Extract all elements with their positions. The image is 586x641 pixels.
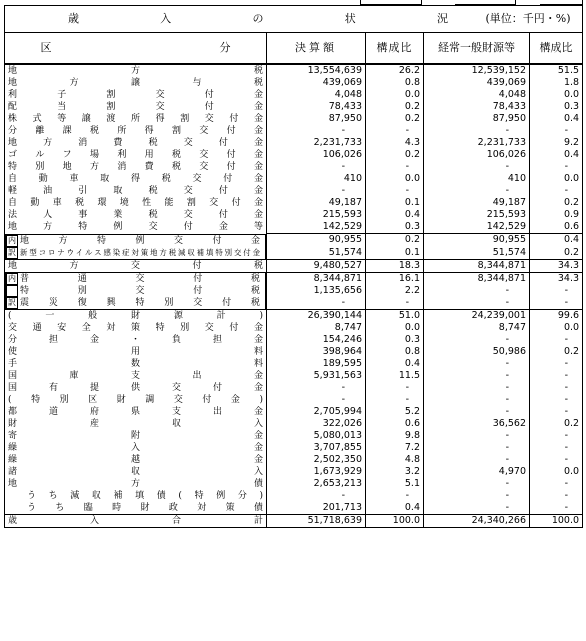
row-gratio: -	[530, 297, 583, 310]
row-gratio: 1.8	[530, 77, 583, 89]
row-amount: -	[267, 490, 366, 502]
row-general: 24,340,266	[424, 515, 530, 528]
row-gratio: -	[530, 358, 583, 370]
row-ratio: 51.0	[366, 310, 424, 323]
row-general: -	[424, 185, 530, 197]
row-gratio: 0.4	[530, 149, 583, 161]
row-ratio: 4.8	[366, 454, 424, 466]
row-amount: -	[267, 185, 366, 197]
row-amount: -	[267, 394, 366, 406]
table-row	[5, 221, 583, 234]
table-row	[5, 89, 583, 101]
table-row	[5, 137, 583, 149]
table-row	[5, 310, 583, 323]
row-general: 50,986	[424, 346, 530, 358]
row-ratio: 0.2	[366, 149, 424, 161]
row-category	[5, 234, 266, 247]
row-gratio: 34.3	[530, 259, 583, 272]
table-row	[5, 64, 583, 77]
row-category: 都道府県支出金	[5, 406, 267, 418]
table-row	[5, 272, 583, 285]
table-row	[5, 466, 583, 478]
row-ratio: -	[366, 161, 424, 173]
row-amount: -	[267, 125, 366, 137]
row-amount: 87,950	[267, 113, 366, 125]
row-category	[5, 272, 266, 285]
row-ratio: 0.6	[366, 418, 424, 430]
row-general: -	[424, 394, 530, 406]
row-ratio: 100.0	[366, 515, 424, 528]
table-row	[5, 297, 583, 310]
revenue-table	[4, 5, 583, 528]
row-category: 分離課税所得割交付金	[5, 125, 267, 137]
row-general: -	[424, 490, 530, 502]
row-category: 地方譲与税	[5, 77, 267, 89]
table-row	[5, 259, 583, 272]
breakdown-mark: 内	[8, 235, 16, 245]
row-category: 国有提供交付金	[5, 382, 267, 394]
row-amount: 2,705,994	[267, 406, 366, 418]
row-gratio: 51.5	[530, 64, 583, 77]
row-gratio: -	[530, 442, 583, 454]
row-ratio: 0.4	[366, 502, 424, 515]
table-row	[5, 490, 583, 502]
row-ratio: 16.1	[366, 272, 424, 285]
row-ratio: 18.3	[366, 259, 424, 272]
table-row	[5, 334, 583, 346]
row-amount: 26,390,144	[267, 310, 366, 323]
header-ratio: 構成比	[366, 33, 424, 65]
row-general: -	[424, 478, 530, 490]
row-gratio: 0.2	[530, 418, 583, 430]
row-general: 51,574	[424, 247, 530, 260]
row-general: 4,048	[424, 89, 530, 101]
row-amount: 5,080,013	[267, 430, 366, 442]
row-gratio: 0.2	[530, 197, 583, 209]
row-amount: 201,713	[267, 502, 366, 515]
header-general-revenue: 経常一般財源等	[424, 33, 530, 65]
row-gratio: 0.2	[530, 346, 583, 358]
row-ratio: -	[366, 394, 424, 406]
row-ratio: -	[366, 125, 424, 137]
row-gratio: -	[530, 334, 583, 346]
row-category: ゴルフ場利用税交付金	[5, 149, 267, 161]
row-gratio: -	[530, 394, 583, 406]
row-category: 繰入金	[5, 442, 267, 454]
row-category: 地方債	[5, 478, 267, 490]
row-general: -	[424, 125, 530, 137]
row-general: 8,344,871	[424, 259, 530, 272]
table-row	[5, 442, 583, 454]
row-general: -	[424, 502, 530, 515]
row-category: 法人事業税交付金	[5, 209, 267, 221]
row-category: 手数料	[5, 358, 267, 370]
row-gratio: -	[530, 406, 583, 418]
row-amount: 49,187	[267, 197, 366, 209]
row-ratio: 9.8	[366, 430, 424, 442]
row-category: 自動車税環境性能割交付金	[5, 197, 267, 209]
table-row	[5, 515, 583, 528]
row-general: 8,344,871	[424, 272, 530, 285]
row-general: 49,187	[424, 197, 530, 209]
row-category: 自動車取得税交付金	[5, 173, 267, 185]
row-general: -	[424, 358, 530, 370]
row-ratio: 5.2	[366, 406, 424, 418]
row-gratio: 0.0	[530, 173, 583, 185]
row-category: 分担金・負担金	[5, 334, 267, 346]
row-category	[5, 297, 266, 309]
row-ratio: 0.1	[366, 247, 424, 260]
row-general: 24,239,001	[424, 310, 530, 323]
row-amount: 215,593	[267, 209, 366, 221]
table-row	[5, 285, 583, 297]
row-category: 配当割交付金	[5, 101, 267, 113]
row-gratio: 0.0	[530, 322, 583, 334]
row-ratio: 0.0	[366, 322, 424, 334]
row-gratio: 9.2	[530, 137, 583, 149]
table-row	[5, 418, 583, 430]
row-category	[5, 285, 266, 297]
row-amount: -	[267, 382, 366, 394]
table-row	[5, 197, 583, 209]
row-category: (一般財源計)	[5, 310, 267, 323]
table-row	[5, 77, 583, 89]
row-amount: 398,964	[267, 346, 366, 358]
table-title-row	[5, 6, 583, 33]
table-body	[5, 64, 583, 528]
row-amount: 2,653,213	[267, 478, 366, 490]
table-row	[5, 358, 583, 370]
row-ratio: -	[366, 185, 424, 197]
row-ratio: 7.2	[366, 442, 424, 454]
row-amount: 410	[267, 173, 366, 185]
row-general: -	[424, 161, 530, 173]
row-amount: 9,480,527	[267, 259, 366, 272]
row-general: 215,593	[424, 209, 530, 221]
row-general: -	[424, 382, 530, 394]
table-row	[5, 149, 583, 161]
row-category-label: 特別交付税	[20, 286, 260, 296]
row-category: 株式等譲渡所得割交付金	[5, 113, 267, 125]
row-gratio: 100.0	[530, 515, 583, 528]
row-ratio: 0.0	[366, 89, 424, 101]
table-row	[5, 247, 583, 260]
row-general: -	[424, 454, 530, 466]
row-category: 特別地方消費税交付金	[5, 161, 267, 173]
row-amount: 78,433	[267, 101, 366, 113]
table-title-cell	[5, 6, 583, 33]
row-category: 交通安全対策特別交付金	[5, 322, 267, 334]
row-gratio: 0.6	[530, 221, 583, 234]
table-row	[5, 113, 583, 125]
row-gratio: 0.9	[530, 209, 583, 221]
breakdown-mark	[6, 285, 18, 297]
row-ratio: 0.2	[366, 234, 424, 247]
row-category-label: 普通交付税	[20, 274, 260, 284]
row-gratio: 0.3	[530, 101, 583, 113]
row-category: 使用料	[5, 346, 267, 358]
row-gratio: -	[530, 478, 583, 490]
row-amount: 154,246	[267, 334, 366, 346]
row-category: (特別区財調交付金)	[5, 394, 267, 406]
unit-label: (単位：千円・%)	[485, 12, 571, 25]
row-gratio: -	[530, 490, 583, 502]
row-gratio: -	[530, 382, 583, 394]
table-row	[5, 382, 583, 394]
row-category: 地方消費税交付金	[5, 137, 267, 149]
row-gratio: -	[530, 430, 583, 442]
row-amount: 90,955	[267, 234, 366, 247]
row-category-label: 震災復興特別交付税	[20, 298, 260, 308]
row-amount: 2,502,350	[267, 454, 366, 466]
row-category: 地方特例交付金等	[5, 221, 267, 234]
row-amount: 13,554,639	[267, 64, 366, 77]
row-general: -	[424, 285, 530, 297]
table-row	[5, 430, 583, 442]
table-row	[5, 322, 583, 334]
row-category: 諸収入	[5, 466, 267, 478]
row-gratio: -	[530, 161, 583, 173]
table-row	[5, 370, 583, 382]
row-category: 繰越金	[5, 454, 267, 466]
breakdown-mark: 訳	[8, 247, 16, 257]
row-amount: 51,574	[267, 247, 366, 260]
row-general: 439,069	[424, 77, 530, 89]
row-category: 利子割交付金	[5, 89, 267, 101]
header-amount: 決算額	[267, 33, 366, 65]
row-amount: 1,135,656	[267, 285, 366, 297]
row-amount: 8,747	[267, 322, 366, 334]
row-ratio: 5.1	[366, 478, 424, 490]
row-general: 36,562	[424, 418, 530, 430]
row-ratio: 4.3	[366, 137, 424, 149]
row-gratio: 99.6	[530, 310, 583, 323]
row-ratio: 2.2	[366, 285, 424, 297]
table-row	[5, 394, 583, 406]
table-row	[5, 454, 583, 466]
row-ratio: 3.2	[366, 466, 424, 478]
row-general: -	[424, 442, 530, 454]
header-category: 区分	[5, 33, 267, 65]
row-general: 106,026	[424, 149, 530, 161]
table-row	[5, 234, 583, 247]
table-row	[5, 209, 583, 221]
row-general: -	[424, 334, 530, 346]
row-category: 歳入合計	[5, 515, 267, 528]
row-ratio: 0.1	[366, 197, 424, 209]
row-gratio: 34.3	[530, 272, 583, 285]
row-general: 12,539,152	[424, 64, 530, 77]
row-gratio: -	[530, 285, 583, 297]
row-amount: 3,707,855	[267, 442, 366, 454]
row-ratio: 0.3	[366, 334, 424, 346]
row-category: 地方税	[5, 64, 267, 77]
row-ratio: 26.2	[366, 64, 424, 77]
table-row	[5, 346, 583, 358]
row-gratio: -	[530, 454, 583, 466]
row-general: 4,970	[424, 466, 530, 478]
table-row	[5, 478, 583, 490]
row-gratio: 0.2	[530, 247, 583, 260]
row-category: 国庫支出金	[5, 370, 267, 382]
row-ratio: -	[366, 490, 424, 502]
breakdown-mark: 内	[8, 274, 16, 283]
row-gratio: -	[530, 502, 583, 515]
row-category	[5, 247, 266, 259]
row-gratio: 0.0	[530, 89, 583, 101]
row-gratio: 0.0	[530, 466, 583, 478]
table-row	[5, 406, 583, 418]
row-general: 142,529	[424, 221, 530, 234]
row-amount: 106,026	[267, 149, 366, 161]
row-ratio: 0.2	[366, 113, 424, 125]
row-general: 78,433	[424, 101, 530, 113]
row-category: うち臨時財政対策債	[5, 502, 267, 515]
row-general: -	[424, 406, 530, 418]
row-category: 寄附金	[5, 430, 267, 442]
row-category: うち減収補填債(特例分)	[5, 490, 267, 502]
row-ratio: 0.8	[366, 77, 424, 89]
row-amount: 322,026	[267, 418, 366, 430]
row-ratio: 0.4	[366, 358, 424, 370]
row-gratio: 0.4	[530, 113, 583, 125]
row-ratio: -	[366, 382, 424, 394]
table-row	[5, 125, 583, 137]
row-ratio: -	[366, 297, 424, 310]
row-amount: 1,673,929	[267, 466, 366, 478]
row-category: 財産収入	[5, 418, 267, 430]
row-ratio: 0.8	[366, 346, 424, 358]
row-category-label: 新型コロナウイルス感染症対策地方税減収補填特別交付金	[20, 247, 260, 257]
row-category: 地方交付税	[5, 259, 267, 272]
row-amount: 8,344,871	[267, 272, 366, 285]
row-general: 2,231,733	[424, 137, 530, 149]
row-amount: 4,048	[267, 89, 366, 101]
row-general: -	[424, 297, 530, 310]
row-ratio: 0.0	[366, 173, 424, 185]
row-amount: -	[267, 161, 366, 173]
row-category-label: 地方特例交付金	[20, 235, 260, 246]
row-general: 8,747	[424, 322, 530, 334]
row-general: 90,955	[424, 234, 530, 247]
row-amount: 5,931,563	[267, 370, 366, 382]
row-general: -	[424, 370, 530, 382]
row-general: 87,950	[424, 113, 530, 125]
header-general-ratio: 構成比	[530, 33, 583, 65]
row-gratio: -	[530, 125, 583, 137]
row-category: 軽油引取税交付金	[5, 185, 267, 197]
row-gratio: 0.4	[530, 234, 583, 247]
row-general: -	[424, 430, 530, 442]
table-row	[5, 101, 583, 113]
row-amount: 2,231,733	[267, 137, 366, 149]
breakdown-mark: 訳	[8, 298, 16, 307]
row-ratio: 0.4	[366, 209, 424, 221]
row-amount: 439,069	[267, 77, 366, 89]
table-row	[5, 502, 583, 515]
row-gratio: -	[530, 185, 583, 197]
row-ratio: 0.2	[366, 101, 424, 113]
table-row	[5, 185, 583, 197]
row-ratio: 0.3	[366, 221, 424, 234]
row-gratio: -	[530, 370, 583, 382]
table-row	[5, 173, 583, 185]
row-ratio: 11.5	[366, 370, 424, 382]
row-amount: 142,529	[267, 221, 366, 234]
table-title: 歳入の状況	[68, 12, 448, 25]
row-amount: 51,718,639	[267, 515, 366, 528]
row-amount: 189,595	[267, 358, 366, 370]
table-header-row	[5, 33, 583, 65]
row-amount: -	[267, 297, 366, 310]
table-row	[5, 161, 583, 173]
row-general: 410	[424, 173, 530, 185]
